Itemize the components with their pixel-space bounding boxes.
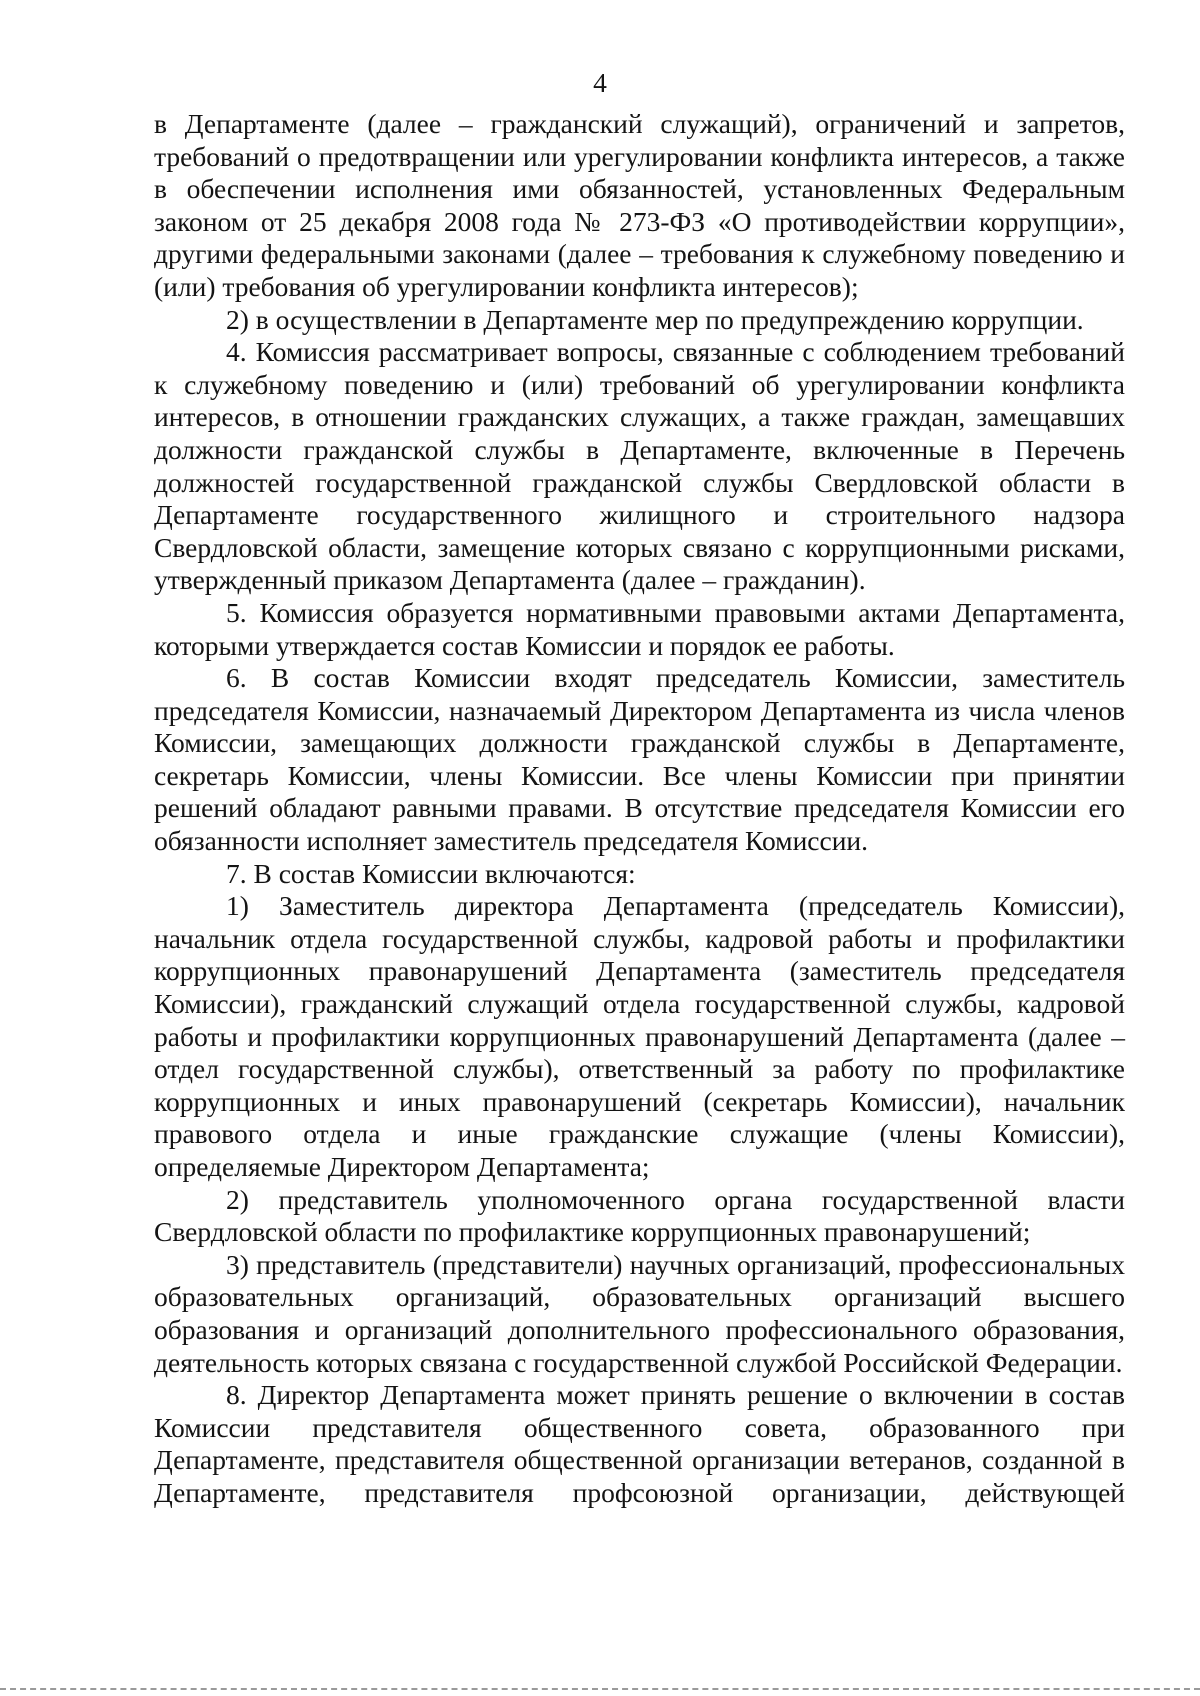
paragraph-item-2: 2) в осуществлении в Департаменте мер по предупреждению коррупции. (226, 303, 1084, 335)
scan-edge-line (0, 1688, 1200, 1690)
paragraph-7-item-1: 1) Заместитель директора Департамента (председатель Комиссии), начальник отдела государственной службы, кадровой работы и профилактики коррупционных правонарушений Департамента (заместитель председателя Комиссии), гражданский служащий отдела государственной службы, кадровой работы и профилактики коррупционных правонарушений Департамента (далее – отдел государственной службы), ответственный за работу по профилактике коррупционных и иных правонарушений (секретарь Комиссии), начальник правового отдела и иные гражданские служащие (члены Комиссии), определяемые Директором Департамента; (154, 890, 1125, 1182)
paragraph-8: 8. Директор Департамента может принять решение о включении в состав Комиссии представителя общественного совета, образованного при Департаменте, представителя общественной организации ветеранов, созданной в Департаменте, представителя профсоюзной организации, действующей (154, 1379, 1125, 1508)
paragraph-7-item-3: 3) представитель (представители) научных организаций, профессиональных образовательных организаций, образовательных организаций высшего образования и организаций дополнительного профессионального образования, деятельность которых связана с государственной службой Российской Федерации. (154, 1248, 1125, 1378)
paragraph-6: 6. В состав Комиссии входят председатель Комиссии, заместитель председателя Комиссии, назначаемый Директором Департамента из числа членов Комиссии, замещающих должности гражданской службы в Департаменте, секретарь Комиссии, члены Комиссии. Все члены Комиссии при принятии решений обладают равными правами. В отсутствие председателя Комиссии его обязанности исполняет заместитель председателя Комиссии. (154, 662, 1125, 857)
page-number: 4 (593, 67, 607, 98)
paragraph-7-item-2: 2) представитель уполномоченного органа государственной власти Свердловской области по профилактике коррупционных правонарушений; (154, 1183, 1125, 1248)
paragraph-continuation: в Департаменте (далее – гражданский служащий), ограничений и запретов, требований о предотвращении или урегулировании конфликта интересов, а также в обеспечении исполнения ими обязанностей, установленных Федеральным законом от 25 декабря 2008 года № 273-ФЗ «О противодействии коррупции», другими федеральными законами (далее – требования к служебному поведению и (или) требования об урегулировании конфликта интересов); (154, 108, 1125, 302)
paragraph-4: 4. Комиссия рассматривает вопросы, связанные с соблюдением требований к служебному поведению и (или) требований об урегулировании конфликта интересов, в отношении гражданских служащих, а также граждан, замещавших должности гражданской службы в Департаменте, включенные в Перечень должностей государственной гражданской службы Свердловской области в Департаменте государственного жилищного и строительного надзора Свердловской области, замещение которых связано с коррупционными рисками, утвержденный приказом Департамента (далее – гражданин). (154, 336, 1125, 596)
document-body (154, 108, 1125, 1510)
paragraph-5: 5. Комиссия образуется нормативными правовыми актами Департамента, которыми утверждается состав Комиссии и порядок ее работы. (154, 596, 1125, 661)
paragraph-7: 7. В состав Комиссии включаются: (226, 857, 636, 889)
